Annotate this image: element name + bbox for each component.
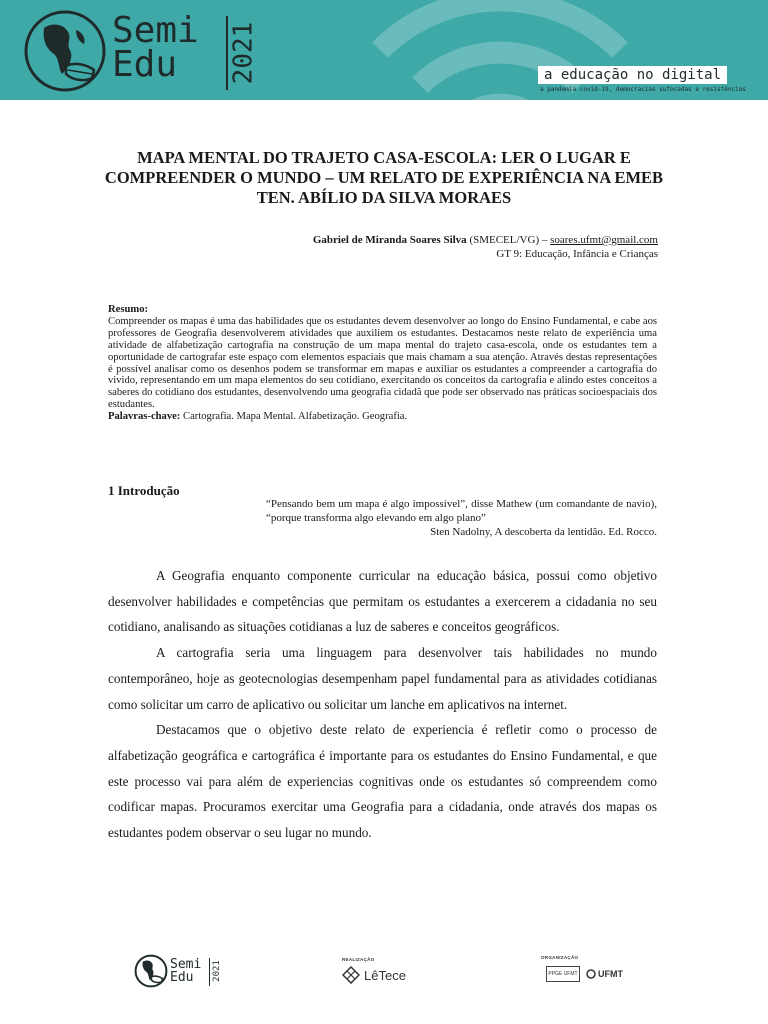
epigraph-text: “Pensando bem um mapa é algo impossível”, disse Mathew (um comandante de navio), “porque transforma algo elevando em algo plano” — [266, 498, 657, 524]
subtagline: a pandemia covid-19, democracias sufocadas e resistências — [540, 86, 746, 93]
letece-text: LêTece — [364, 967, 406, 983]
footer-brand-line-2: Edu — [170, 970, 194, 985]
footer-divider — [209, 958, 210, 986]
abstract-text: Compreender os mapas é uma das habilidades que os estudantes devem desenvolver ao longo do Ensino Fundamental, e cabe aos professores de Geografia desenvolverem atividades que auxiliem os estudantes. Destacamos neste relato de experiência uma atividade de alfabetização cartografia na construção de um mapa mental do trajeto casa-escola, onde os estudantes tem a oportunidade de cartografar este espaço com elementos espaciais que mais chamam a sua atenção. Através destas representações é possível analisar como os desenhos podem se transformar em mapas e auxiliar os estudantes a compreender a cartografia do vivido, representando em um mapa elementos do seu cotidiano, exercitando os conceitos da cartografia e alindo estes conceitos a saberes do cotidiano dos estudantes, desenvolvendo uma geografia cidadã que pode ser observado nas práticas socioespaciais dos estudantes. — [108, 315, 657, 411]
author-block — [200, 233, 658, 261]
author-line — [200, 233, 658, 247]
paragraph: A cartografia seria uma linguagem para desenvolver tais habilidades no mundo contemporâneo, hoje as geotecnologias desempenham papel fundamental para as atividades cotidianas como solicitar um carro de aplicativo ou solicitar um lanche em aplicativos na internet. — [108, 645, 657, 712]
author-email-link[interactable]: soares.ufmt@gmail.com — [550, 234, 658, 246]
ppge-logo: PPGE UFMT — [546, 966, 580, 982]
paper-title: MAPA MENTAL DO TRAJETO CASA-ESCOLA: LER O LUGAR E COMPREENDER O MUNDO – UM RELATO DE EXPERIÊNCIA NA EMEB TEN. ABÍLIO DA SILVA MORAES — [104, 148, 664, 207]
brand-year — [228, 16, 262, 90]
keywords — [108, 411, 657, 423]
brand-line-2: Edu — [112, 44, 178, 85]
epigraph — [266, 497, 657, 539]
keywords-text: Cartografia. Mapa Mental. Alfabetização. Geografia. — [180, 411, 408, 423]
working-group: GT 9: Educação, Infância e Crianças — [496, 248, 658, 260]
tagline: a educação no digital — [538, 66, 727, 84]
brand-name — [112, 10, 199, 85]
author-affiliation: (SMECEL/VG) – — [466, 234, 551, 246]
letece-logo — [342, 966, 406, 984]
paragraph: Destacamos que o objetivo deste relato de experiencia é refletir como o processo de alfabetização geográfica e cartográfica é importante para os estudantes do Ensino Fundamental, e que este processo vai para além de experiencias cognitivas onde os estudantes só compreendem como codificar mapas. Procuramos exercitar uma Geografia para a cidadania, onde através dos mapas os estudantes podem observar o seu lugar no mundo. — [108, 722, 657, 841]
brand-year-text: 2021 — [228, 21, 259, 85]
author-name: Gabriel de Miranda Soares Silva — [312, 234, 467, 246]
ufmt-logo — [586, 969, 623, 979]
paragraph: A Geografia enquanto componente curricular na educação básica, possui como objetivo desenvolver habilidades e competências que permitam os estudantes a exercerem a cidadania no seu cotidiano, analisando as situações cotidianas a luz de saberes e conceitos geográficos. — [108, 568, 657, 635]
globe-mask-logo-icon — [22, 8, 108, 94]
wifi-icon — [360, 0, 640, 100]
footer-year-text: 2021 — [211, 960, 222, 982]
header-banner — [0, 0, 768, 100]
footer-year — [212, 958, 224, 986]
abstract — [108, 304, 657, 423]
body-text — [108, 563, 657, 846]
realizacao-label: REALIZAÇÃO — [342, 957, 375, 962]
organizacao-label: ORGANIZAÇÃO — [541, 955, 579, 960]
footer-brand — [170, 958, 201, 984]
keywords-label: Palavras-chave: — [108, 411, 181, 423]
organization-logos — [546, 966, 623, 982]
ufmt-mark-icon — [586, 969, 596, 979]
footer-brand-line-1: Semi — [170, 957, 202, 972]
epigraph-source: Sten Nadolny, A descoberta da lentidão. Ed. Rocco. — [430, 526, 657, 538]
abstract-label: Resumo: — [108, 304, 149, 315]
section-heading: 1 Introdução — [108, 483, 180, 498]
brand-line-1: Semi — [112, 10, 199, 51]
letece-mark-icon — [342, 966, 360, 984]
ufmt-text: UFMT — [598, 969, 623, 979]
footer-globe-logo-icon — [134, 954, 168, 988]
